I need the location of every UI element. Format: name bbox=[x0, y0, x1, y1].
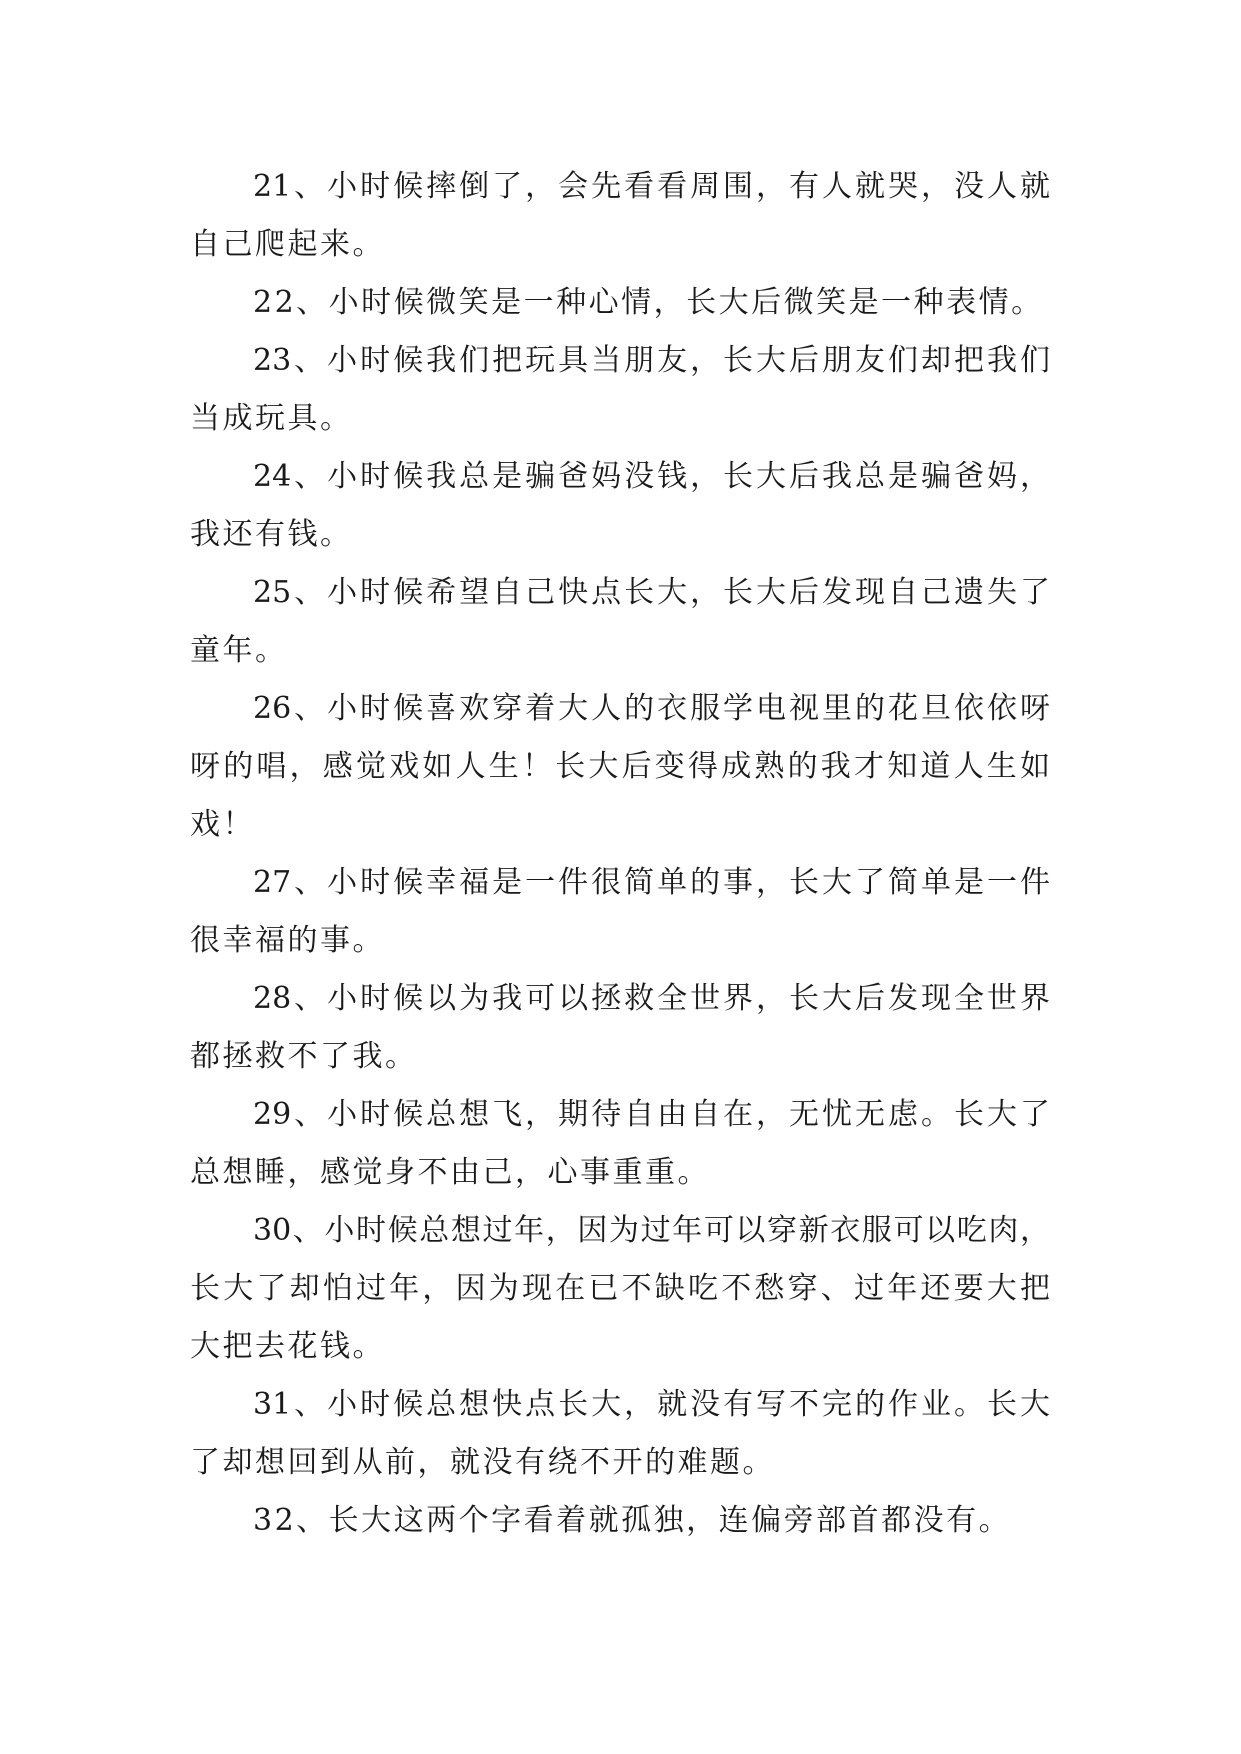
paragraph-line: 21、小时候摔倒了，会先看看周围，有人就哭，没人就 bbox=[253, 169, 1050, 204]
paragraph-22 bbox=[190, 274, 1050, 332]
paragraph-28 bbox=[190, 970, 1050, 1086]
paragraph-line: 24、小时候我总是骗爸妈没钱，长大后我总是骗爸妈， bbox=[253, 459, 1050, 494]
paragraph-line: 长大了却怕过年，因为现在已不缺吃不愁穿、过年还要大把 bbox=[190, 1271, 1050, 1306]
paragraph-21 bbox=[190, 158, 1050, 274]
document-body bbox=[190, 158, 1050, 1550]
paragraph-line: 27、小时候幸福是一件很简单的事，长大了简单是一件 bbox=[253, 865, 1050, 900]
paragraph-line: 都拯救不了我。 bbox=[190, 1039, 418, 1074]
paragraph-32 bbox=[190, 1492, 1050, 1550]
paragraph-line: 大把去花钱。 bbox=[190, 1329, 385, 1364]
paragraph-line: 当成玩具。 bbox=[190, 401, 353, 436]
paragraph-line: 28、小时候以为我可以拯救全世界，长大后发现全世界 bbox=[253, 981, 1050, 1016]
paragraph-31 bbox=[190, 1376, 1050, 1492]
paragraph-26 bbox=[190, 680, 1050, 854]
paragraph-line: 戏！ bbox=[190, 807, 255, 842]
paragraph-line: 22、小时候微笑是一种心情，长大后微笑是一种表情。 bbox=[253, 285, 1044, 320]
paragraph-line: 31、小时候总想快点长大，就没有写不完的作业。长大 bbox=[253, 1387, 1050, 1422]
paragraph-line: 25、小时候希望自己快点长大，长大后发现自己遗失了 bbox=[253, 575, 1050, 610]
paragraph-line: 很幸福的事。 bbox=[190, 923, 385, 958]
paragraph-line: 29、小时候总想飞，期待自由自在，无忧无虑。长大了 bbox=[253, 1097, 1050, 1132]
paragraph-25 bbox=[190, 564, 1050, 680]
paragraph-line: 自己爬起来。 bbox=[190, 227, 385, 262]
paragraph-30 bbox=[190, 1202, 1050, 1376]
paragraph-line: 童年。 bbox=[190, 633, 288, 668]
paragraph-24 bbox=[190, 448, 1050, 564]
paragraph-line: 总想睡，感觉身不由己，心事重重。 bbox=[190, 1155, 710, 1190]
paragraph-29 bbox=[190, 1086, 1050, 1202]
paragraph-line: 了却想回到从前，就没有绕不开的难题。 bbox=[190, 1445, 775, 1480]
paragraph-line: 我还有钱。 bbox=[190, 517, 353, 552]
paragraph-line: 26、小时候喜欢穿着大人的衣服学电视里的花旦依依呀 bbox=[253, 691, 1050, 726]
paragraph-line: 23、小时候我们把玩具当朋友，长大后朋友们却把我们 bbox=[253, 343, 1050, 378]
paragraph-line: 呀的唱，感觉戏如人生！长大后变得成熟的我才知道人生如 bbox=[190, 749, 1050, 784]
paragraph-27 bbox=[190, 854, 1050, 970]
paragraph-23 bbox=[190, 332, 1050, 448]
paragraph-line: 32、长大这两个字看着就孤独，连偏旁部首都没有。 bbox=[253, 1503, 1012, 1538]
paragraph-line: 30、小时候总想过年，因为过年可以穿新衣服可以吃肉， bbox=[253, 1213, 1050, 1248]
